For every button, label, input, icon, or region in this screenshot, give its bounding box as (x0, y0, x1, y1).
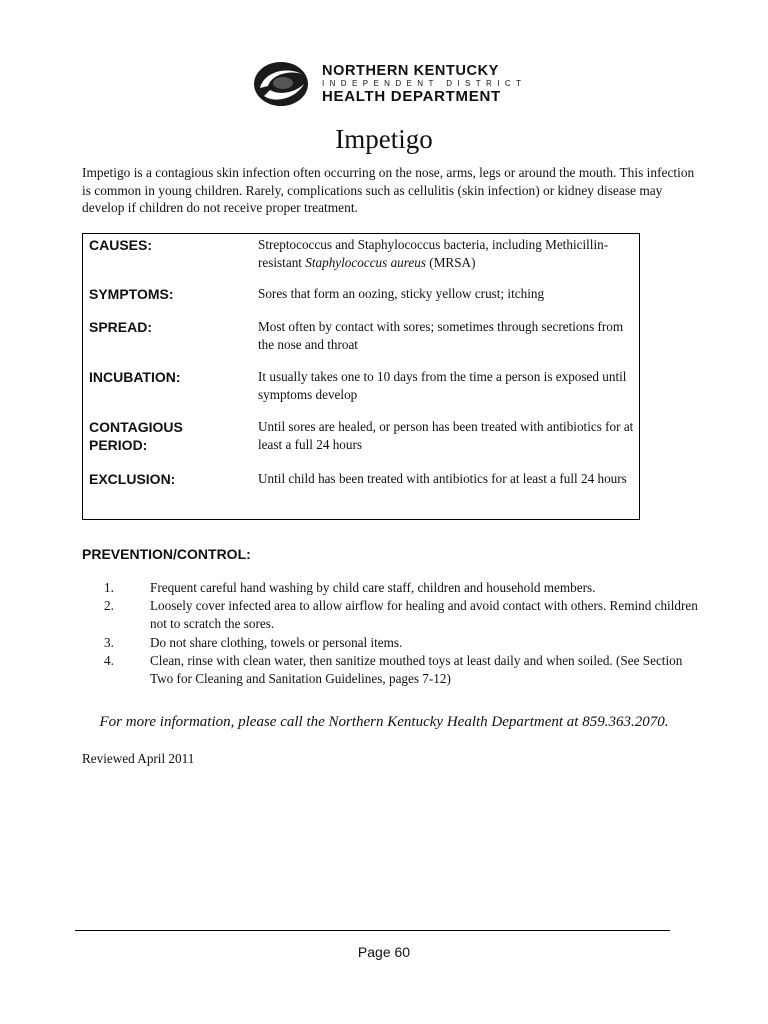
list-item (82, 634, 702, 652)
contagious-period-value: Until sores are healed, or person has been treated with antibiotics for at least a full 24 hours (258, 419, 634, 452)
list-item-number: 3. (104, 634, 114, 650)
incubation-label: INCUBATION: (89, 369, 181, 385)
list-item-text: Loosely cover infected area to allow airflow for healing and avoid contact with others. Remind children not to scratch the sores. (150, 598, 698, 632)
causes-value (258, 236, 638, 272)
logo-line-3: HEALTH DEPARTMENT (322, 88, 501, 105)
causes-text: Streptococcus and Staphylococcus bacteria, including Methicillin-resistant (258, 237, 609, 270)
prevention-list (82, 579, 702, 688)
reviewed-date: Reviewed April 2011 (82, 751, 195, 766)
page-number: Page 60 (357, 944, 411, 960)
exclusion-label: EXCLUSION: (89, 471, 176, 487)
symptoms-label: SYMPTOMS: (89, 286, 174, 302)
logo-line-2: INDEPENDENT DISTRICT (322, 79, 527, 88)
list-item-number: 2. (104, 598, 114, 614)
symptoms-value: Sores that form an oozing, sticky yellow crust; itching (258, 286, 545, 301)
list-item-text: Do not share clothing, towels or personal items. (150, 634, 403, 650)
intro-paragraph: Impetigo is a contagious skin infection often occurring on the nose, arms, legs or around the mouth. This infection is common in young children. Rarely, complications such as cellulitis (skin infection) or kidney disease may develop if children do not receive proper treatment. (82, 165, 695, 215)
causes-label: CAUSES: (89, 237, 153, 253)
footer-divider (75, 930, 670, 931)
spread-label: SPREAD: (89, 319, 153, 335)
causes-abbrev: (MRSA) (426, 255, 476, 270)
contagious-label-line1: CONTAGIOUS (89, 419, 183, 435)
logo-line-1: NORTHERN KENTUCKY (322, 63, 499, 79)
swoosh-logo-icon (250, 58, 314, 110)
contact-info: For more information, please call the Northern Kentucky Health Department at 859.363.2070. (99, 714, 669, 730)
spread-value: Most often by contact with sores; sometimes through secretions from the nose and throat (258, 319, 624, 352)
causes-organism: Staphylococcus aureus (305, 255, 426, 270)
contagious-label-line2: PERIOD: (89, 437, 148, 453)
health-department-logo (250, 58, 527, 110)
list-item (82, 652, 702, 688)
list-item (82, 579, 702, 597)
page-title: Impetigo (335, 124, 433, 154)
disease-info-table (82, 233, 640, 520)
contagious-period-label (89, 418, 249, 454)
list-item (82, 597, 702, 633)
incubation-value: It usually takes one to 10 days from the time a person is exposed until symptoms develop (258, 369, 627, 402)
list-item-text: Clean, rinse with clean water, then sanitize mouthed toys at least daily and when soiled. (See Section Two for Cleaning and Sanitation Guidelines, pages 7-12) (150, 652, 683, 687)
list-item-text: Frequent careful hand washing by child care staff, children and household members. (150, 580, 596, 595)
list-item-number: 1. (104, 580, 114, 595)
list-item-number: 4. (104, 652, 114, 668)
prevention-heading: PREVENTION/CONTROL: (82, 546, 251, 562)
exclusion-value: Until child has been treated with antibiotics for at least a full 24 hours (258, 471, 627, 486)
